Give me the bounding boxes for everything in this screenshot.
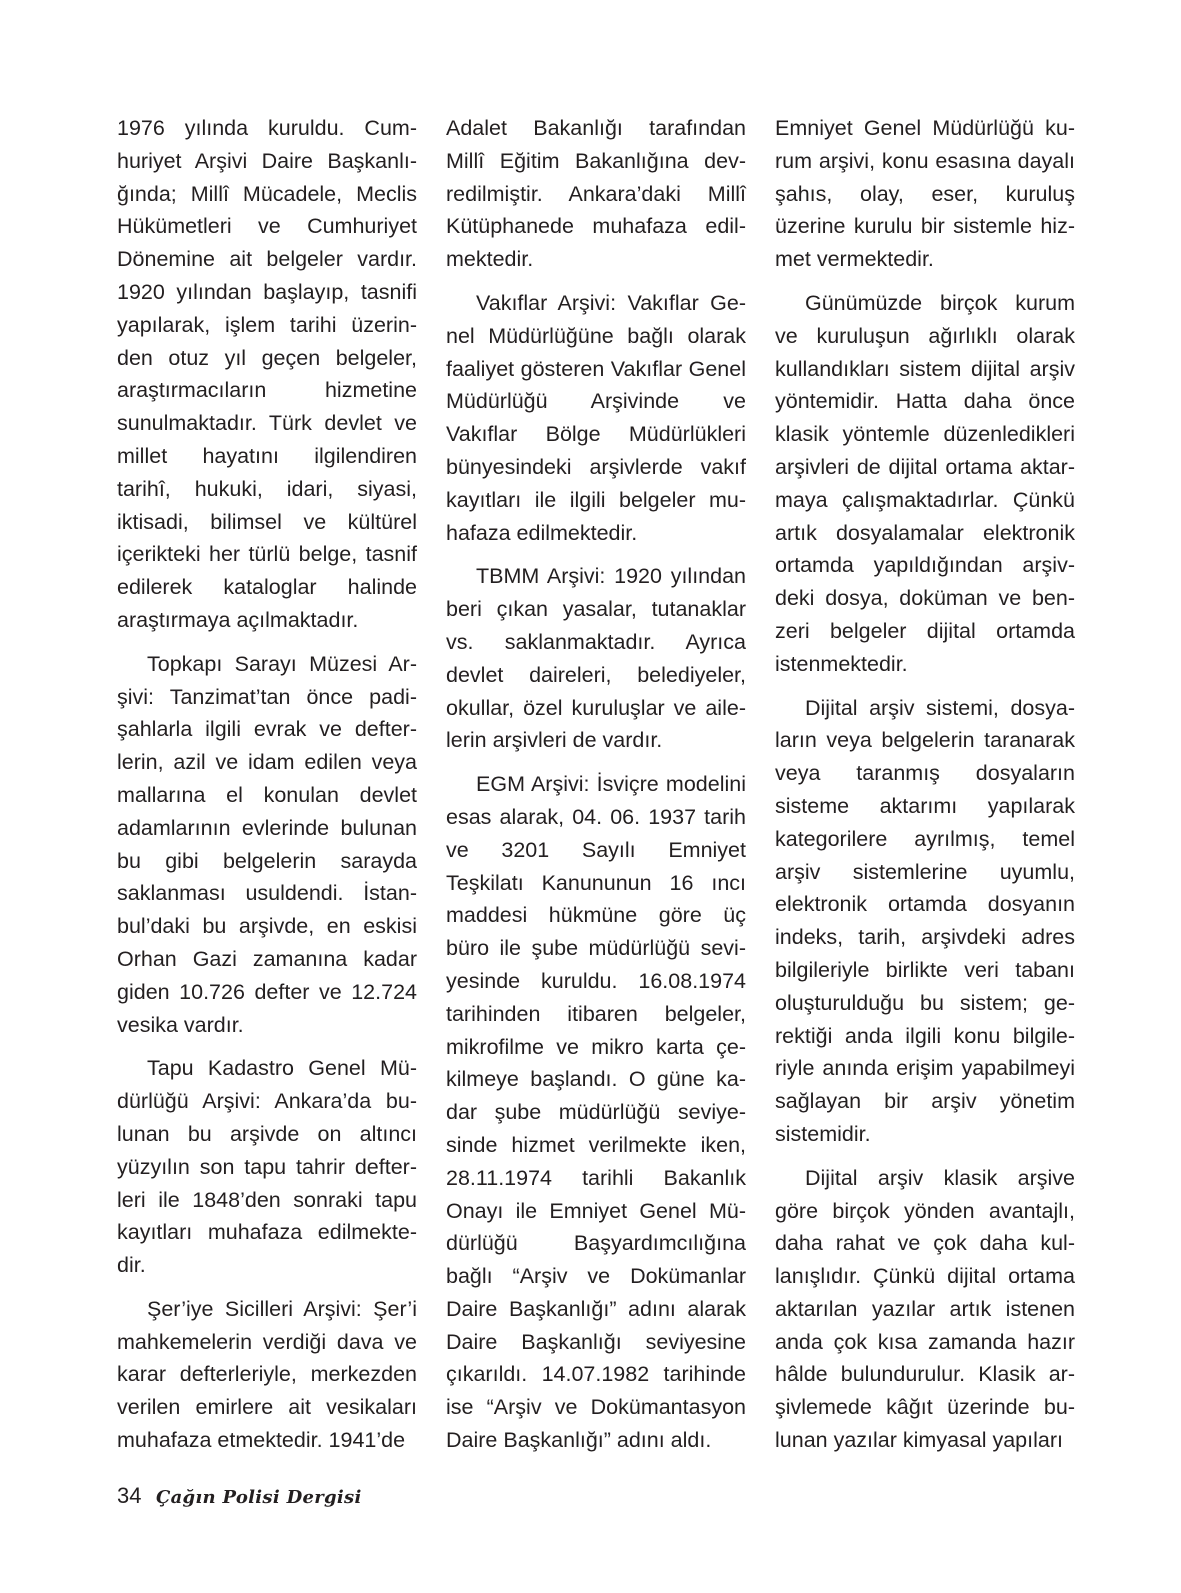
text-column-3 [775,112,1075,1468]
paragraph: EGM Arşivi: İsviçre modelini esas alarak, 04. 06. 1937 tarih ve 3201 Sayılı Emniyet Teşkilatı Kanununun 16 ıncı maddesi hükmüne göre üç büro ile şube müdürlüğü seviyesinde kuruldu. 16.08.1974 tarihinden itibaren belgeler, mikrofilme ve mikro karta çekilmeye başlandı. O güne kadar şube müdürlüğü seviyesinde hizmet verilmekte iken, 28.11.1974 tarihli Bakanlık Onayı ile Emniyet Genel Müdürlüğü Başyardımcılığına bağlı “Arşiv ve Dokümanlar Daire Başkanlığı” adını alarak Daire Başkanlığı seviyesine çıkarıldı. 14.07.1982 tarihinde ise “Arşiv ve Dokümantasyon Daire Başkanlığı” adını aldı. [446,772,746,1453]
paragraph: 1976 yılında kuruldu. Cumhuriyet Arşivi Daire Başkanlığında; Millî Mücadele, Meclis Hükümetleri ve Cumhuriyet Dönemine ait belgeler vardır. 1920 yılından başlayıp, tasnifi yapılarak, işlem tarihi üzerinden otuz yıl geçen belgeler, araştırmacıların hizmetine sunulmaktadır. Türk devlet ve millet hayatını ilgilendiren tarihî, hukuki, idari, siyasi, iktisadi, bilimsel ve kültürel içerikteki her türlü belge, tasnif edilerek kataloglar halinde araştırmaya açılmaktadır. [117,116,417,632]
paragraph: TBMM Arşivi: 1920 yılından beri çıkan yasalar, tutanaklar vs. saklanmaktadır. Ayrıca devlet daireleri, belediyeler, okullar, özel kuruluşlar ve ailelerin arşivleri de vardır. [446,564,746,753]
page-number: 34 [117,1483,142,1508]
paragraph: Vakıflar Arşivi: Vakıflar Genel Müdürlüğüne bağlı olarak faaliyet gösteren Vakıflar Genel Müdürlüğü Arşivinde ve Vakıflar Bölge Müdürlükleri bünyesindeki arşivlerde vakıf kayıtları ile ilgili belgeler muhafaza edilmektedir. [446,290,746,545]
text-column-1 [117,112,417,1468]
paragraph: Topkapı Sarayı Müzesi Arşivi: Tanzimat’tan önce padişahlarla ilgili evrak ve defterlerin, azil ve idam edilen veya mallarına el konulan devlet adamlarının evlerinde bulunan bu gibi belgelerin sarayda saklanması usuldendi. İstanbul’daki bu arşivde, en eskisi Orhan Gazi zamanına kadar giden 10.726 defter ve 12.724 vesika vardır. [117,651,417,1037]
paragraph: Dijital arşiv klasik arşive göre birçok yönden avantajlı, daha rahat ve çok daha kullanışlıdır. Çünkü dijital ortama aktarılan yazılar artık istenen anda çok kısa zamanda hazır hâlde bulundurulur. Klasik arşivlemede kâğıt üzerinde bulunan yazılar kimyasal yapıları [775,1165,1075,1453]
magazine-title: Çağın Polisi Dergisi [155,1487,362,1508]
paragraph: Tapu Kadastro Genel Müdürlüğü Arşivi: Ankara’da bulunan bu arşivde on altıncı yüzyılın son tapu tahrir defterleri ile 1848’den sonraki tapu kayıtları muhafaza edilmektedir. [117,1056,417,1278]
text-column-2 [446,112,746,1468]
paragraph: Dijital arşiv sistemi, dosyaların veya belgelerin taranarak veya taranmış dosyaların sisteme aktarımı yapılarak kategorilere ayrılmış, temel arşiv sistemlerine uyumlu, elektronik ortamda dosyanın indeks, tarih, arşivdeki adres bilgileriyle birlikte veri tabanı oluşturulduğu bu sistem; gerektiği anda ilgili konu bilgileriyle anında erişim yapabilmeyi sağlayan bir arşiv yönetim sistemidir. [775,695,1075,1146]
paragraph: Günümüzde birçok kurum ve kuruluşun ağırlıklı olarak kullandıkları sistem dijital arşiv yöntemidir. Hatta daha önce klasik yöntemle düzenledikleri arşivleri de dijital ortama aktarmaya çalışmaktadırlar. Çünkü artık dosyalamalar elektronik ortamda yapıldığından arşivdeki dosya, doküman ve benzeri belgeler dijital ortamda istenmektedir. [775,290,1075,676]
paragraph: Emniyet Genel Müdürlüğü kurum arşivi, konu esasına dayalı şahıs, olay, eser, kuruluş üzerine kurulu bir sistemle hizmet vermektedir. [775,116,1075,272]
paragraph: Şer’iye Sicilleri Arşivi: Şer’i mahkemelerin verdiği dava ve karar defterleriyle, merkezden verilen emirlere ait vesikaları muhafaza etmektedir. 1941’de [117,1296,417,1453]
page-footer [117,1483,362,1513]
paragraph: Adalet Bakanlığı tarafından Millî Eğitim Bakanlığına devredilmiştir. Ankara’daki Millî Kütüphanede muhafaza edilmektedir. [446,116,746,272]
